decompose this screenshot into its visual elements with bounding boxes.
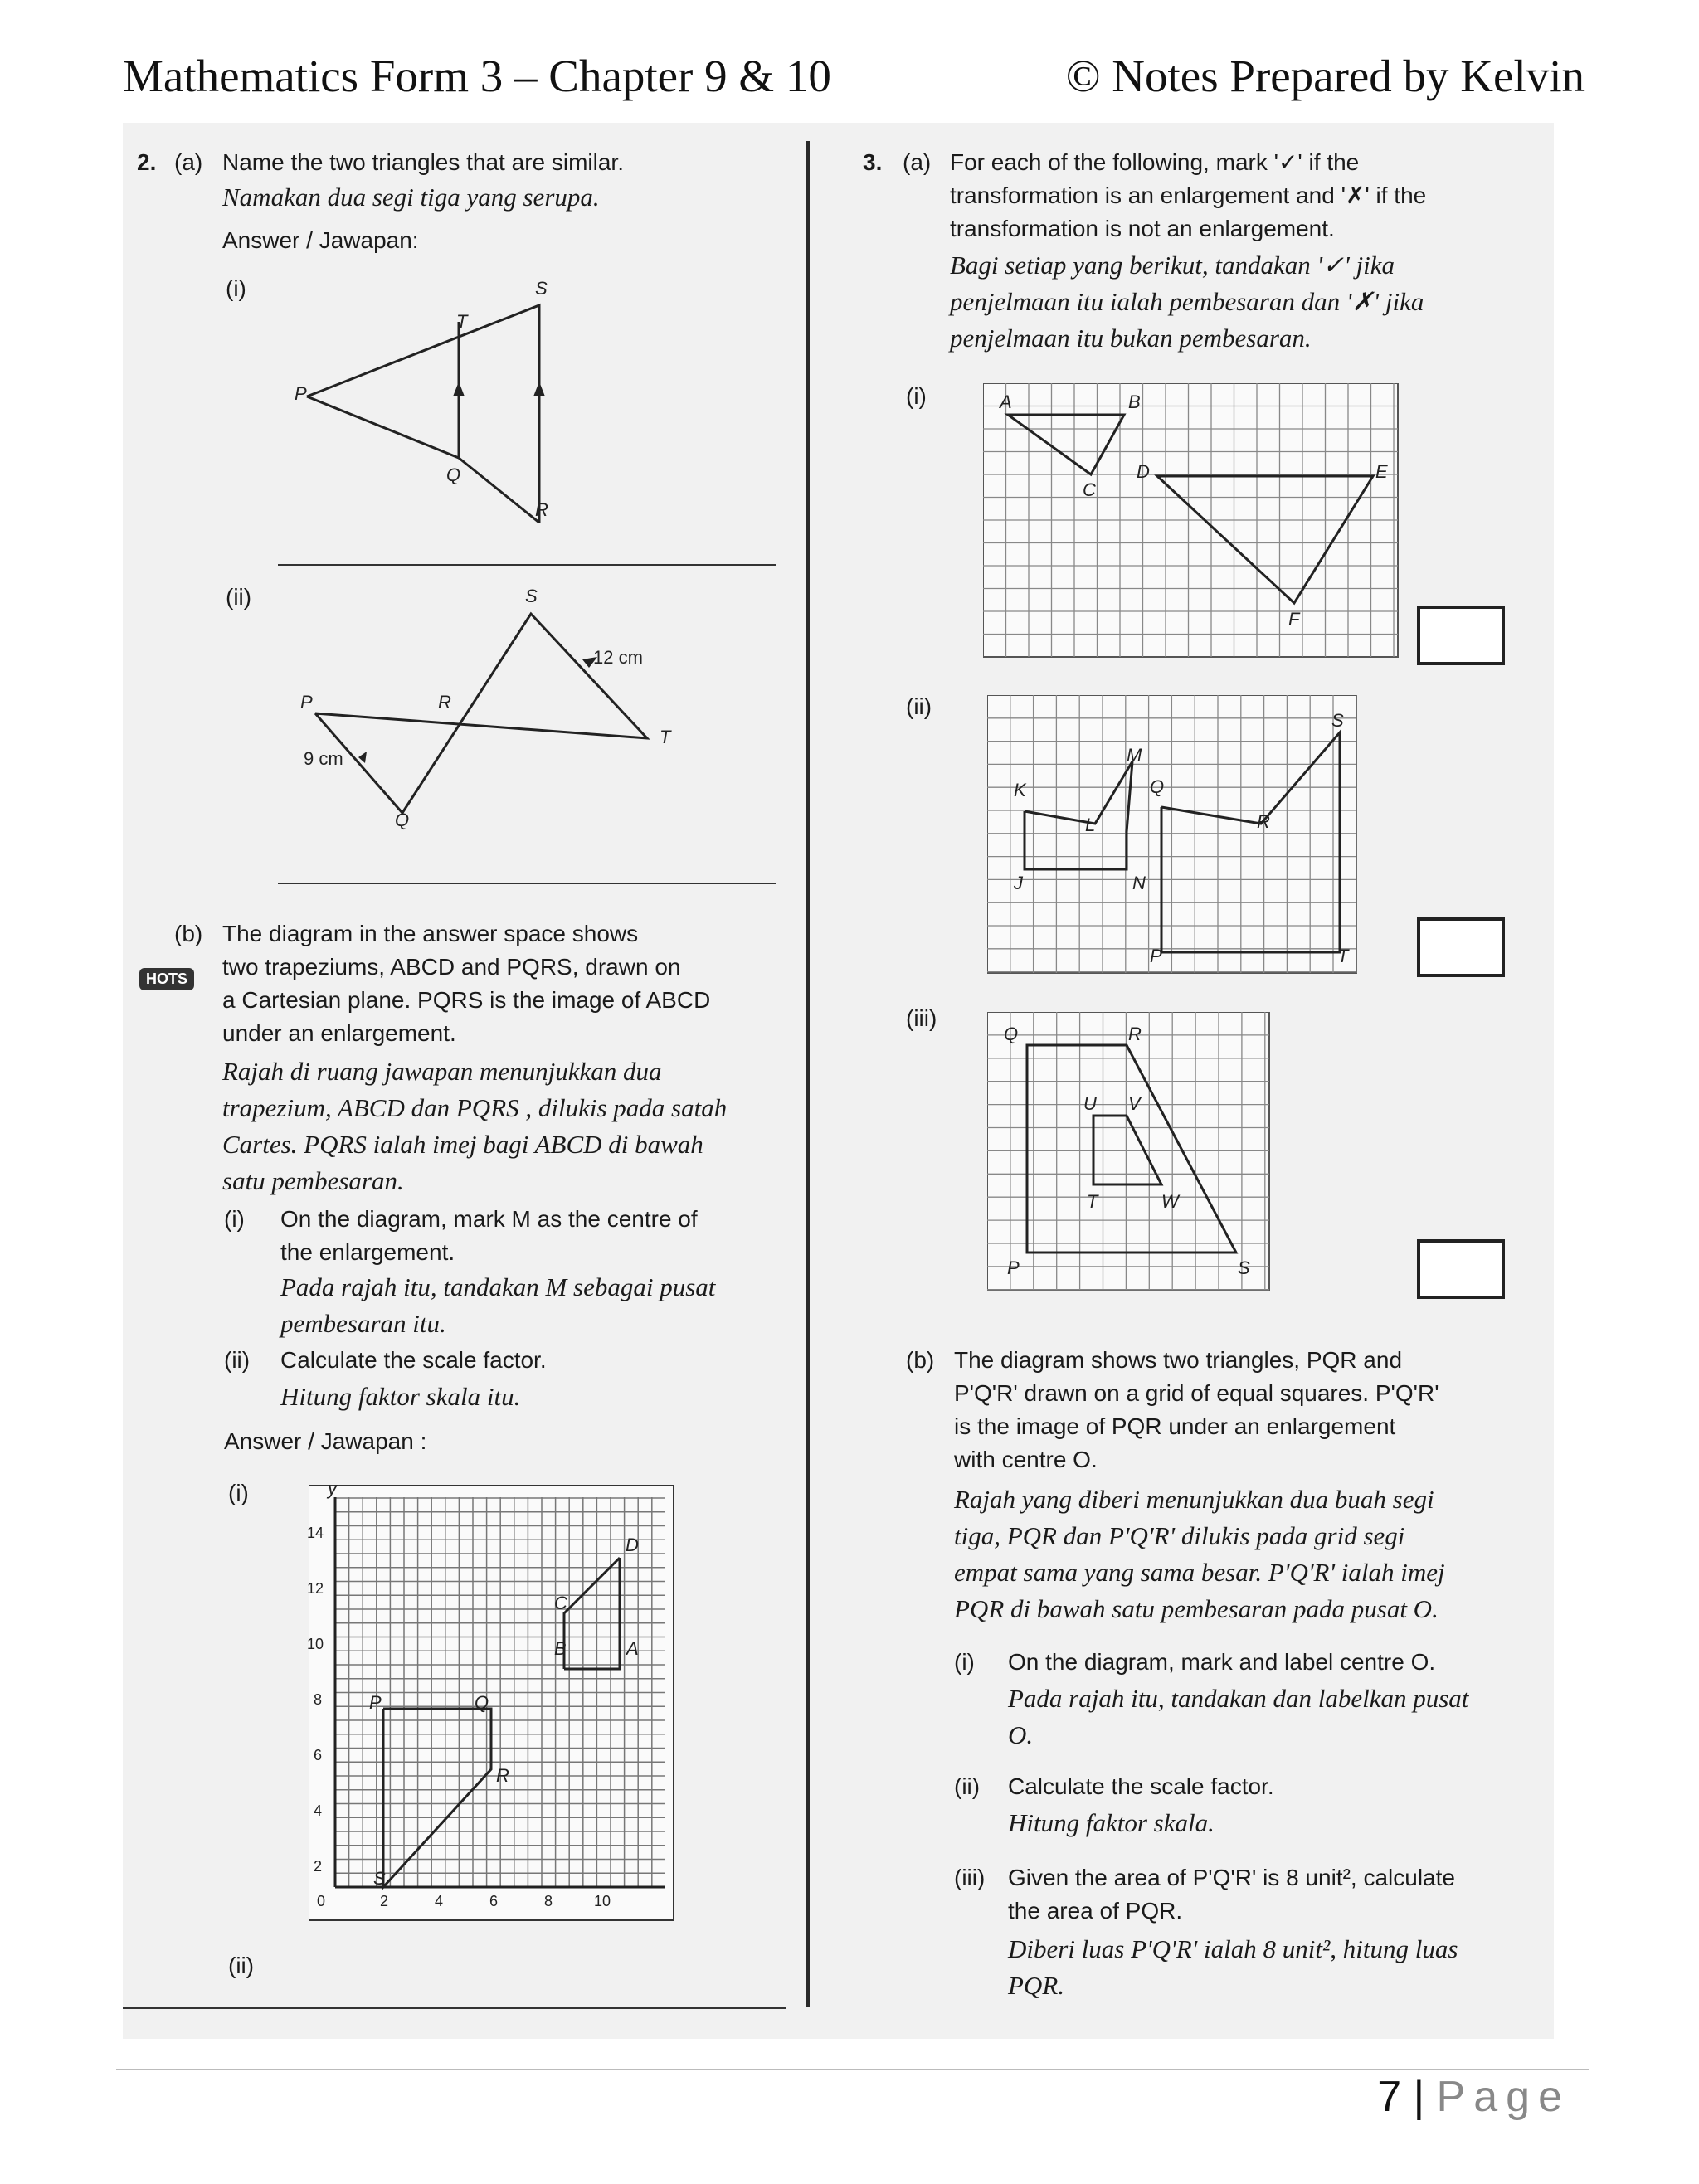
graph-label-b: B: [554, 1638, 567, 1659]
g3-label-p: P: [1007, 1257, 1020, 1278]
q3b-line2: P'Q'R' drawn on a grid of equal squares. P'Q'R': [954, 1380, 1439, 1406]
q2bi-line1: On the diagram, mark M as the centre of: [280, 1206, 698, 1232]
q2b-answer-ii: (ii): [228, 1953, 255, 1978]
g2-label-n: N: [1132, 873, 1146, 893]
q3bii-label: (ii): [954, 1773, 981, 1799]
fig2-label-q: Q: [395, 810, 410, 830]
fig1-label-s: S: [535, 278, 548, 299]
q3b-ms-line3: empat sama yang sama besar. P'Q'R' ialah imej: [954, 1558, 1445, 1587]
q3b-ms-line1: Rajah yang diberi menunjukkan dua buah segi: [954, 1485, 1434, 1514]
q3b-line1: The diagram shows two triangles, PQR and: [954, 1347, 1403, 1373]
y-tick-8: 8: [314, 1691, 323, 1708]
g1-label-d: D: [1137, 461, 1150, 482]
x-tick-6: 6: [489, 1893, 499, 1909]
g2-label-q: Q: [1150, 776, 1165, 797]
q3bii-ms: Hitung faktor skala.: [1008, 1808, 1215, 1837]
g3-label-t: T: [1087, 1191, 1098, 1212]
q3-grid-i: [983, 383, 1402, 661]
page-word: Page: [1436, 2073, 1570, 2121]
fig1-label-r: R: [535, 499, 548, 520]
footer-divider: [116, 2069, 1589, 2070]
q3b-line4: with centre O.: [954, 1447, 1098, 1472]
q2-figure-i: [282, 274, 581, 523]
fig1-label-p: P: [295, 383, 307, 404]
triangle-psr: [307, 305, 539, 523]
q3a-part-i: (i): [906, 383, 927, 409]
g1-label-f: F: [1288, 609, 1300, 630]
q3a-label: (a): [903, 149, 932, 175]
answer-box-iii[interactable]: [1417, 1239, 1505, 1299]
page-footer: [1377, 2072, 1570, 2122]
g2-label-k: K: [1014, 780, 1026, 800]
q3a-line2: transformation is an enlargement and '✗' if the: [950, 182, 1427, 208]
header-title: Mathematics Form 3 – Chapter 9 & 10: [123, 51, 831, 101]
page-separator: |: [1413, 2073, 1425, 2121]
q2b-line1: The diagram in the answer space shows: [222, 921, 639, 946]
g2-label-j: J: [1014, 873, 1023, 893]
g2-label-m: M: [1127, 745, 1142, 766]
q2bii-ms: Hitung faktor skala itu.: [280, 1382, 521, 1411]
q2-figure-ii: [299, 597, 680, 829]
q2bi-ms-line1: Pada rajah itu, tandakan M sebagai pusat: [280, 1272, 716, 1301]
page-number: 7: [1377, 2073, 1402, 2121]
q2bii-en: Calculate the scale factor.: [280, 1347, 547, 1373]
fig1-label-t: T: [456, 311, 468, 332]
q3a-ms-line3: penjelmaan itu bukan pembesaran.: [950, 323, 1312, 353]
q3bi-ms-line2: O.: [1008, 1720, 1034, 1749]
q2bi-ms-line2: pembesaran itu.: [280, 1309, 446, 1338]
answer-box-ii[interactable]: [1417, 917, 1505, 977]
q2b-line2: two trapeziums, ABCD and PQRS, drawn on: [222, 954, 681, 980]
q3b-ms-line2: tiga, PQR dan P'Q'R' dilukis pada grid segi: [954, 1521, 1405, 1550]
q3a-part-ii: (ii): [906, 693, 932, 719]
g3-label-r: R: [1128, 1024, 1142, 1044]
y-tick-10: 10: [307, 1636, 324, 1652]
q3bi-label: (i): [954, 1649, 975, 1675]
answer-line: [278, 564, 776, 566]
y-tick-6: 6: [314, 1747, 323, 1763]
q3a-ms-line2: penjelmaan itu ialah pembesaran dan '✗' jika: [950, 287, 1424, 316]
section-end-line: [123, 2007, 786, 2009]
y-tick-2: 2: [314, 1858, 323, 1875]
parallel-arrow-icon: [533, 382, 545, 396]
graph-label-d: D: [626, 1535, 639, 1555]
graph-y-axis-label: y: [328, 1478, 337, 1499]
q2b-line4: under an enlargement.: [222, 1020, 456, 1046]
q3biii-line2: the area of PQR.: [1008, 1898, 1183, 1924]
graph-label-a: A: [626, 1638, 639, 1659]
q3-number: 3.: [863, 149, 883, 175]
q2bii-label: (ii): [224, 1347, 251, 1373]
q2b-answer-label: Answer / Jawapan :: [224, 1428, 427, 1454]
answer-box-i[interactable]: [1417, 606, 1505, 665]
q2b-ms-line4: satu pembesaran.: [222, 1166, 404, 1195]
q3b-label: (b): [906, 1347, 935, 1373]
q3a-line3: transformation is not an enlargement.: [950, 216, 1335, 241]
q2a-question-en: Name the two triangles that are similar.: [222, 149, 624, 175]
triangle-pqt: [307, 322, 459, 458]
g1-label-c: C: [1083, 479, 1096, 500]
g2-label-p: P: [1150, 946, 1162, 966]
q2a-answer-label: Answer / Jawapan:: [222, 227, 419, 253]
q2b-answer-i: (i): [228, 1480, 249, 1505]
x-tick-8: 8: [544, 1893, 553, 1909]
parallel-arrow-icon: [453, 382, 465, 396]
fig2-label-p: P: [300, 692, 313, 713]
q3bi-ms-line1: Pada rajah itu, tandakan dan labelkan pusat: [1008, 1684, 1469, 1713]
q2a-label: (a): [174, 149, 203, 175]
g2-label-r: R: [1257, 811, 1270, 832]
fig2-length-pq: 9 cm: [304, 748, 343, 769]
g3-label-v: V: [1128, 1093, 1141, 1114]
x-tick-2: 2: [380, 1893, 389, 1909]
page-header: [123, 50, 1585, 108]
q3b-line3: is the image of PQR under an enlargement: [954, 1413, 1396, 1439]
hots-badge: HOTS: [139, 968, 194, 990]
fig1-label-q: Q: [446, 465, 461, 485]
y-tick-4: 4: [314, 1802, 323, 1819]
fig2-length-st: 12 cm: [593, 647, 643, 668]
y-tick-12: 12: [307, 1580, 324, 1597]
q3bi-en: On the diagram, mark and label centre O.: [1008, 1649, 1436, 1675]
g1-label-b: B: [1128, 392, 1141, 412]
q2b-ms-line3: Cartes. PQRS ialah imej bagi ABCD di bawah: [222, 1130, 703, 1159]
cartesian-graph: [309, 1485, 678, 1924]
q3biii-label: (iii): [954, 1865, 986, 1890]
answer-line: [278, 883, 776, 884]
q2b-ms-line1: Rajah di ruang jawapan menunjukkan dua: [222, 1057, 662, 1086]
q3a-line1: For each of the following, mark '✓' if the: [950, 149, 1360, 175]
q3biii-line1: Given the area of P'Q'R' is 8 unit², calculate: [1008, 1865, 1455, 1890]
header-credit: © Notes Prepared by Kelvin: [1065, 51, 1585, 101]
graph-label-c: C: [554, 1593, 567, 1613]
q3bii-en: Calculate the scale factor.: [1008, 1773, 1274, 1799]
q3-grid-iii: [987, 1012, 1273, 1294]
q2a-part-ii: (ii): [226, 584, 252, 610]
q2bi-line2: the enlargement.: [280, 1239, 455, 1265]
x-tick-4: 4: [435, 1893, 444, 1909]
g2-label-l: L: [1085, 815, 1096, 835]
q2a-part-i: (i): [226, 275, 246, 301]
arrow-icon: [358, 752, 367, 763]
column-divider: [806, 141, 810, 2007]
fig2-label-s: S: [525, 586, 538, 606]
g3-label-w: W: [1161, 1191, 1179, 1212]
graph-label-q: Q: [475, 1692, 489, 1713]
g1-label-e: E: [1375, 461, 1388, 482]
g1-label-a: A: [1000, 392, 1012, 412]
fig2-label-r: R: [438, 692, 451, 713]
q2b-ms-line2: trapezium, ABCD dan PQRS , dilukis pada satah: [222, 1093, 728, 1122]
x-tick-10: 10: [594, 1893, 611, 1909]
graph-label-r: R: [496, 1765, 509, 1786]
q3a-ms-line1: Bagi setiap yang berikut, tandakan '✓' jika: [950, 251, 1395, 280]
q2a-question-ms: Namakan dua segi tiga yang serupa.: [222, 182, 600, 212]
fig2-label-t: T: [660, 727, 671, 747]
q3a-part-iii: (iii): [906, 1005, 937, 1031]
g2-label-t: T: [1337, 946, 1349, 966]
g3-label-s: S: [1238, 1257, 1250, 1278]
g3-label-u: U: [1083, 1093, 1097, 1114]
y-tick-14: 14: [307, 1525, 324, 1541]
q3biii-ms-line1: Diberi luas P'Q'R' ialah 8 unit², hitung luas: [1008, 1934, 1458, 1963]
q3-grid-ii: [987, 695, 1361, 977]
g2-label-s: S: [1331, 710, 1344, 731]
q2bi-label: (i): [224, 1206, 245, 1232]
q2b-line3: a Cartesian plane. PQRS is the image of ABCD: [222, 987, 711, 1013]
x-tick-0: 0: [317, 1893, 326, 1909]
q3biii-ms-line2: PQR.: [1008, 1971, 1065, 2000]
q3b-ms-line4: PQR di bawah satu pembesaran pada pusat O.: [954, 1594, 1439, 1623]
g3-label-q: Q: [1004, 1024, 1019, 1044]
graph-label-s: S: [373, 1868, 386, 1889]
q2-number: 2.: [137, 149, 157, 175]
graph-label-p: P: [369, 1692, 382, 1713]
q2b-label: (b): [174, 921, 203, 946]
